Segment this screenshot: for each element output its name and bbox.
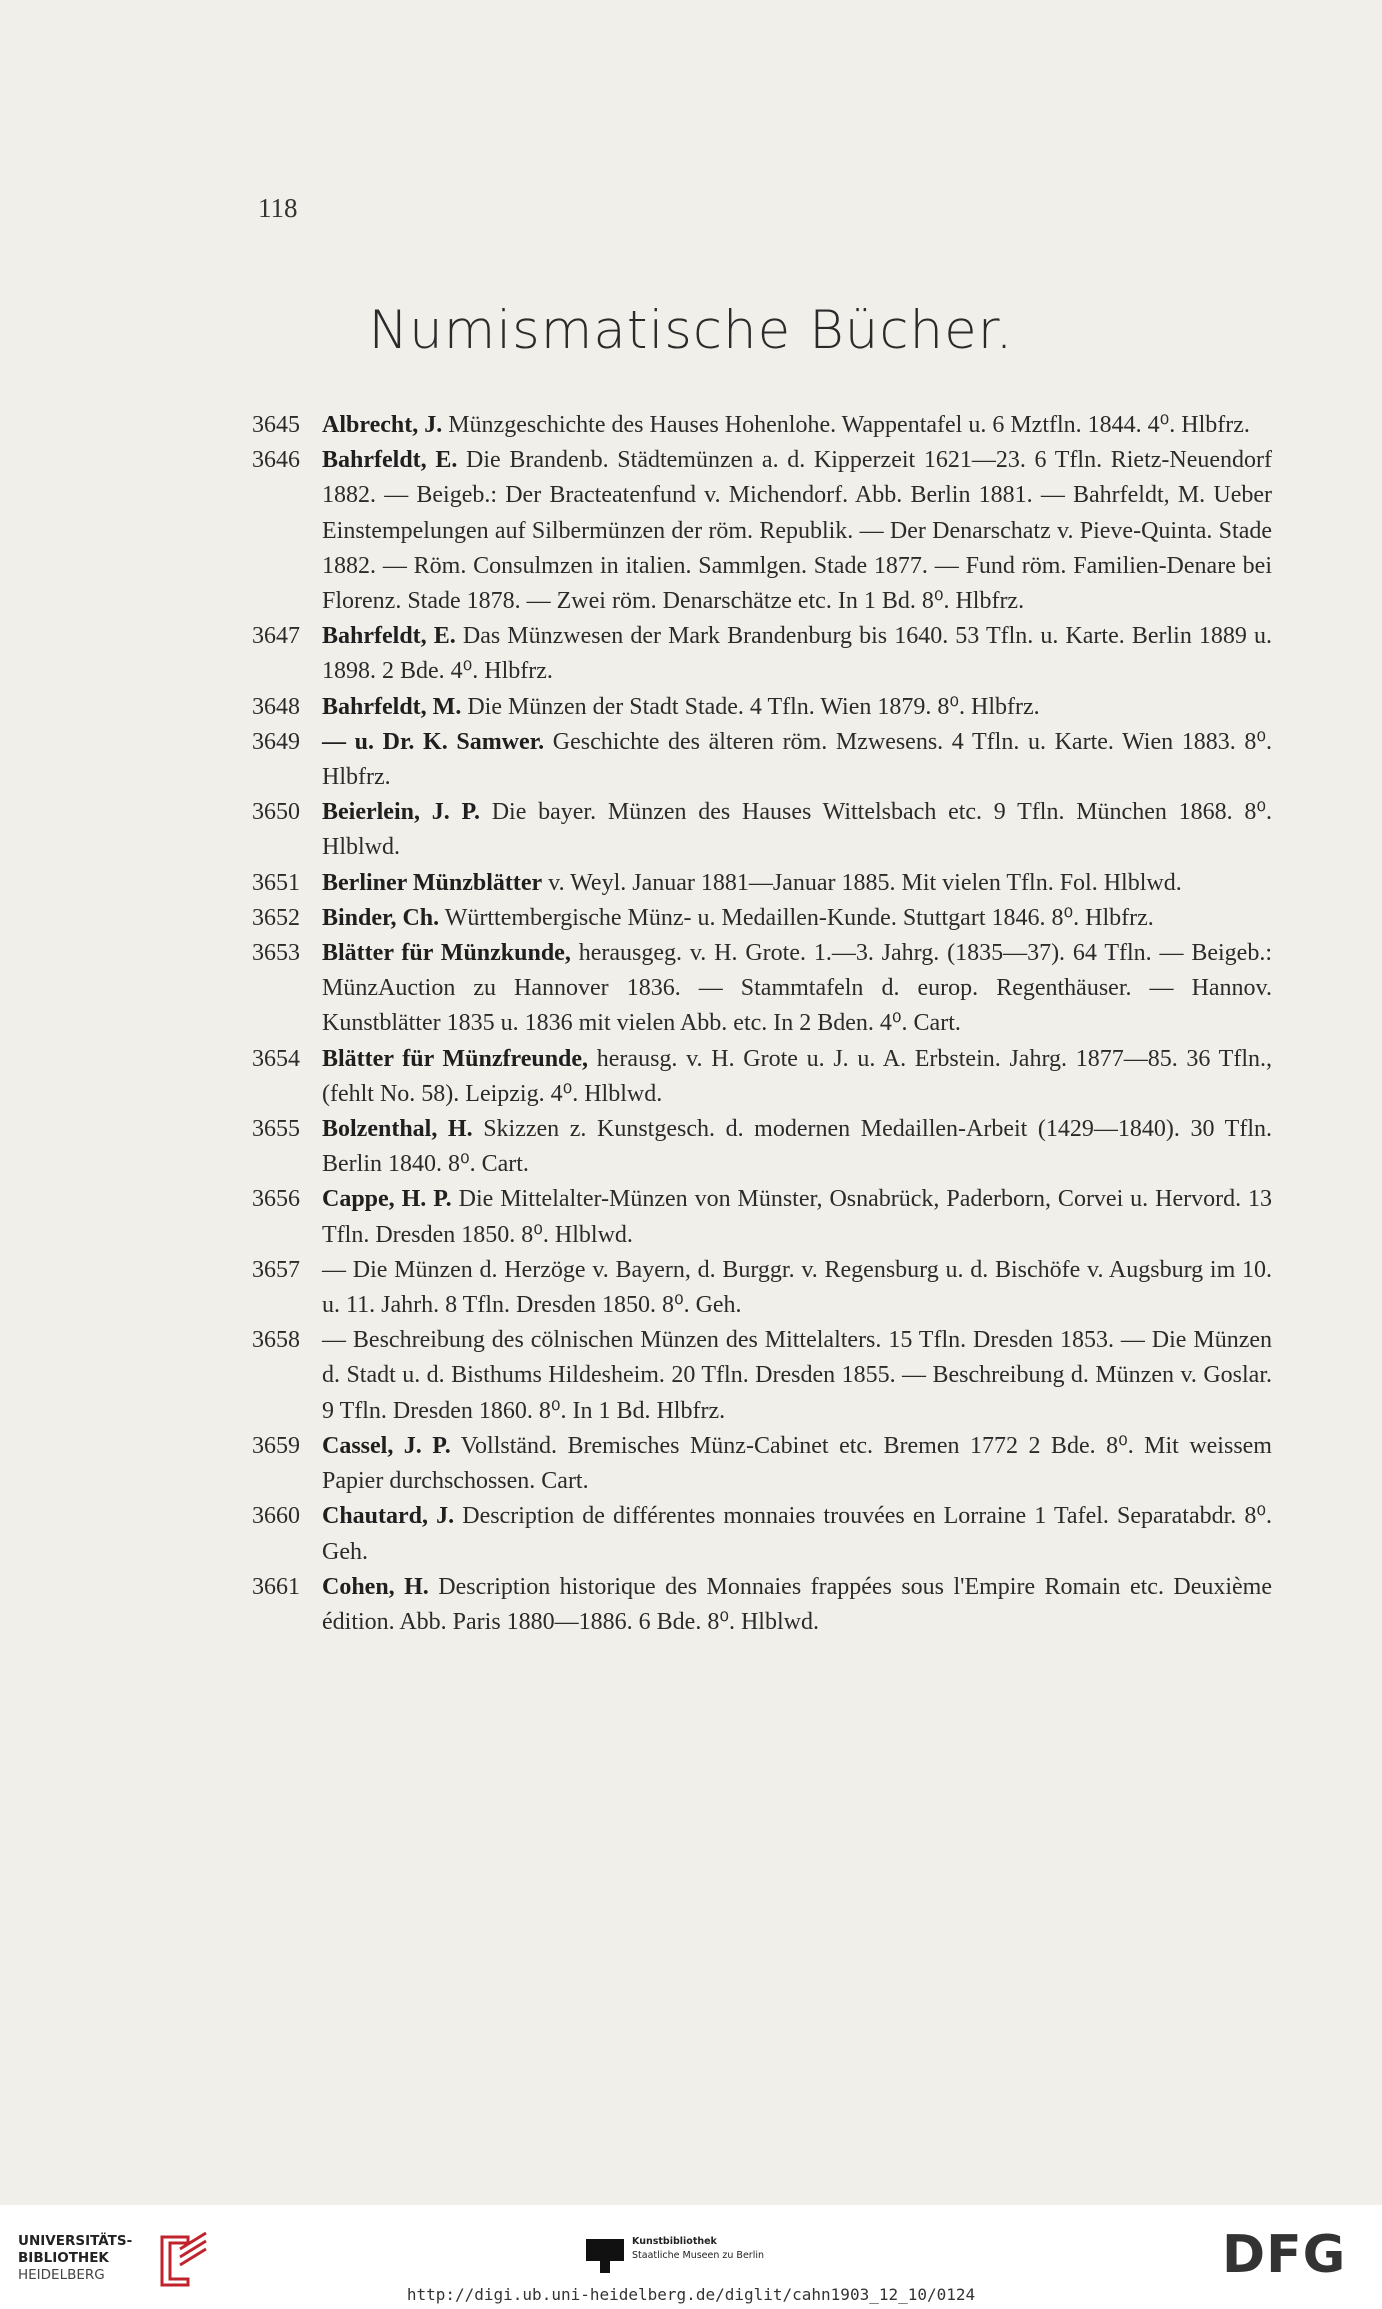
page-heading: Numismatische Bücher. xyxy=(368,300,1014,361)
entry-number: 3655 xyxy=(252,1116,300,1143)
catalogue-entry xyxy=(252,866,1272,901)
catalogue-entry xyxy=(252,901,1272,936)
entry-text: — Die Münzen d. Herzöge v. Bayern, d. Burggr. v. Regensburg u. d. Bischöfe v. Augsburg im 10. u. 11. Jahrh. 8 Tfln. Dresden 1850. 8⁰. Geh. xyxy=(322,1256,1272,1319)
entry-number: 3652 xyxy=(252,904,300,931)
catalogue-entry xyxy=(252,690,1272,725)
entry-author: Beierlein, J. P. xyxy=(322,799,480,826)
entry-number: 3656 xyxy=(252,1186,300,1213)
entry-author: Cappe, H. P. xyxy=(322,1186,452,1213)
ub-line-3: HEIDELBERG xyxy=(18,2267,105,2283)
entry-author: Blätter für Münzfreunde, xyxy=(322,1045,589,1072)
entry-text: — Beschreibung des cölnischen Münzen des Mittelalters. 15 Tfln. Dresden 1853. — Die Münzen d. Stadt u. d. Bisthums Hildesheim. 20 Tfln. Dresden 1855. — Beschreibung d. Münzen v. Goslar. 9 Tfln. Dresden 1860. 8⁰. In 1 Bd. Hlbfrz. xyxy=(322,1327,1272,1424)
catalogue-entry xyxy=(252,1042,1272,1112)
viewer-footer xyxy=(0,2205,1382,2309)
entry-number: 3648 xyxy=(252,693,300,720)
ub-line-2: BIBLIOTHEK xyxy=(18,2250,109,2266)
entry-number: 3650 xyxy=(252,799,300,826)
entry-text: Skizzen z. Kunstgesch. d. modernen Medaillen-Arbeit (1429—1840). 30 Tfln. Berlin 1840. 8⁰. Cart. xyxy=(322,1116,1272,1178)
entry-text: Vollständ. Bremisches Münz-Cabinet etc. Bremen 1772 2 Bde. 8⁰. Mit weissem Papier durchschossen. Cart. xyxy=(322,1432,1272,1495)
catalogue-entry xyxy=(252,725,1272,795)
catalogue-entry xyxy=(252,795,1272,865)
entry-author: Albrecht, J. xyxy=(322,412,443,438)
catalogue-entry xyxy=(252,1112,1272,1182)
catalogue-entry xyxy=(252,1182,1272,1252)
kunstbibliothek-logo[interactable] xyxy=(586,2233,806,2283)
entry-number: 3651 xyxy=(252,869,300,896)
entry-text: Münzgeschichte des Hauses Hohenlohe. Wappentafel u. 6 Mztfln. 1844. 4⁰. Hlbfrz. xyxy=(448,412,1250,438)
entry-text: herausg. v. H. Grote u. J. u. A. Erbstein. Jahrg. 1877—85. 36 Tfln., (fehlt No. 58). Leipzig. 4⁰. Hlblwd. xyxy=(322,1045,1272,1107)
entry-author: Bahrfeldt, M. xyxy=(322,693,462,720)
catalogue-entry xyxy=(252,1253,1272,1323)
entry-text: Die Brandenb. Städtemünzen a. d. Kipperzeit 1621—23. 6 Tfln. Rietz-Neuendorf 1882. — Beigeb.: Der Bracteatenfund v. Michendorf. Abb. Berlin 1881. — Bahrfeldt, M. Ueber Einstempelungen auf Silbermünzen der röm. Republik. — Der Denarschatz v. Pieve-Quinta. Stade 1882. — Röm. Consulmzen in italien. Sammlgen. Stade 1877. — Fund röm. Familien-Denare bei Florenz. Stade 1878. — Zwei röm. Denarschätze etc. In 1 Bd. 8⁰. Hlbfrz. xyxy=(322,447,1273,615)
entry-number: 3660 xyxy=(252,1503,300,1530)
entry-number: 3645 xyxy=(252,412,300,438)
entry-text: Die Mittelalter-Münzen von Münster, Osnabrück, Paderborn, Corvei u. Hervord. 13 Tfln. Dresden 1850. 8⁰. Hlblwd. xyxy=(322,1186,1273,1248)
entry-author: Bolzenthal, H. xyxy=(322,1116,473,1143)
entry-text: Die Münzen der Stadt Stade. 4 Tfln. Wien 1879. 8⁰. Hlbfrz. xyxy=(467,693,1040,720)
entry-author: Binder, Ch. xyxy=(322,904,440,931)
ub-emblem-icon xyxy=(158,2231,210,2291)
kunstbibliothek-text xyxy=(632,2235,764,2263)
entry-number: 3647 xyxy=(252,623,300,650)
entry-author: Blätter für Münzkunde, xyxy=(322,940,571,967)
catalogue-entries xyxy=(252,408,1272,1640)
entry-number: 3646 xyxy=(252,447,300,474)
entry-text: v. Weyl. Januar 1881—Januar 1885. Mit vielen Tfln. Fol. Hlblwd. xyxy=(548,869,1182,896)
entry-author: Cassel, J. P. xyxy=(322,1432,451,1459)
entry-number: 3653 xyxy=(252,940,300,967)
permalink-url[interactable]: http://digi.ub.uni-heidelberg.de/diglit/cahn1903_12_10/0124 xyxy=(406,2285,976,2304)
entry-author: Bahrfeldt, E. xyxy=(322,447,458,474)
entry-number: 3659 xyxy=(252,1432,300,1459)
entry-text: Das Münzwesen der Mark Brandenburg bis 1640. 53 Tfln. u. Karte. Berlin 1889 u. 1898. 2 Bde. 4⁰. Hlbfrz. xyxy=(322,623,1273,685)
entry-number: 3658 xyxy=(252,1327,300,1354)
entry-text: herausgeg. v. H. Grote. 1.—3. Jahrg. (1835—37). 64 Tfln. — Beigeb.: MünzAuction zu Hannover 1836. — Stammtafeln d. europ. Regenthäuser. — Hannov. Kunstblätter 1835 u. 1836 mit vielen Abb. etc. In 2 Bden. 4⁰. Cart. xyxy=(322,940,1273,1037)
catalogue-entry xyxy=(252,408,1272,443)
dfg-logo[interactable]: DFG xyxy=(1222,2225,1347,2285)
kb-line-1: Kunstbibliothek xyxy=(632,2236,717,2247)
entry-text: Description historique des Monnaies frappées sous l'Empire Romain etc. Deuxième édition. Abb. Paris 1880—1886. 6 Bde. 8⁰. Hlblwd. xyxy=(322,1573,1273,1635)
page-number: 118 xyxy=(258,193,298,223)
entry-author: Cohen, H. xyxy=(322,1573,429,1600)
kb-line-2: Staatliche Museen zu Berlin xyxy=(632,2250,765,2261)
ub-line-1: UNIVERSITÄTS- xyxy=(18,2233,133,2249)
entry-author: Bahrfeldt, E. xyxy=(322,623,456,650)
catalogue-entry xyxy=(252,936,1272,1042)
entry-number: 3661 xyxy=(252,1573,300,1600)
entry-number: 3654 xyxy=(252,1045,300,1072)
catalogue-entry xyxy=(252,1570,1272,1640)
kunstbibliothek-icon xyxy=(586,2237,624,2273)
entry-number: 3649 xyxy=(252,728,300,755)
entry-text: Die bayer. Münzen des Hauses Wittelsbach etc. 9 Tfln. München 1868. 8⁰. Hlblwd. xyxy=(322,799,1272,861)
catalogue-entry xyxy=(252,1323,1272,1429)
entry-author: Chautard, J. xyxy=(322,1503,455,1530)
catalogue-entry xyxy=(252,619,1272,689)
entry-text: Description de différentes monnaies trouvées en Lorraine 1 Tafel. Separatabdr. 8⁰. Geh. xyxy=(322,1503,1273,1565)
catalogue-entry xyxy=(252,443,1272,619)
ub-logo-text xyxy=(18,2233,132,2284)
catalogue-entry xyxy=(252,1429,1272,1499)
entry-author: — u. Dr. K. Samwer. xyxy=(322,728,545,755)
entry-text: Württembergische Münz- u. Medaillen-Kunde. Stuttgart 1846. 8⁰. Hlbfrz. xyxy=(444,904,1154,931)
entry-text: Geschichte des älteren röm. Mzwesens. 4 Tfln. u. Karte. Wien 1883. 8⁰. Hlbfrz. xyxy=(322,728,1273,791)
entry-number: 3657 xyxy=(252,1256,300,1283)
entry-author: Berliner Münzblätter xyxy=(322,869,543,896)
catalogue-entry xyxy=(252,1499,1272,1569)
